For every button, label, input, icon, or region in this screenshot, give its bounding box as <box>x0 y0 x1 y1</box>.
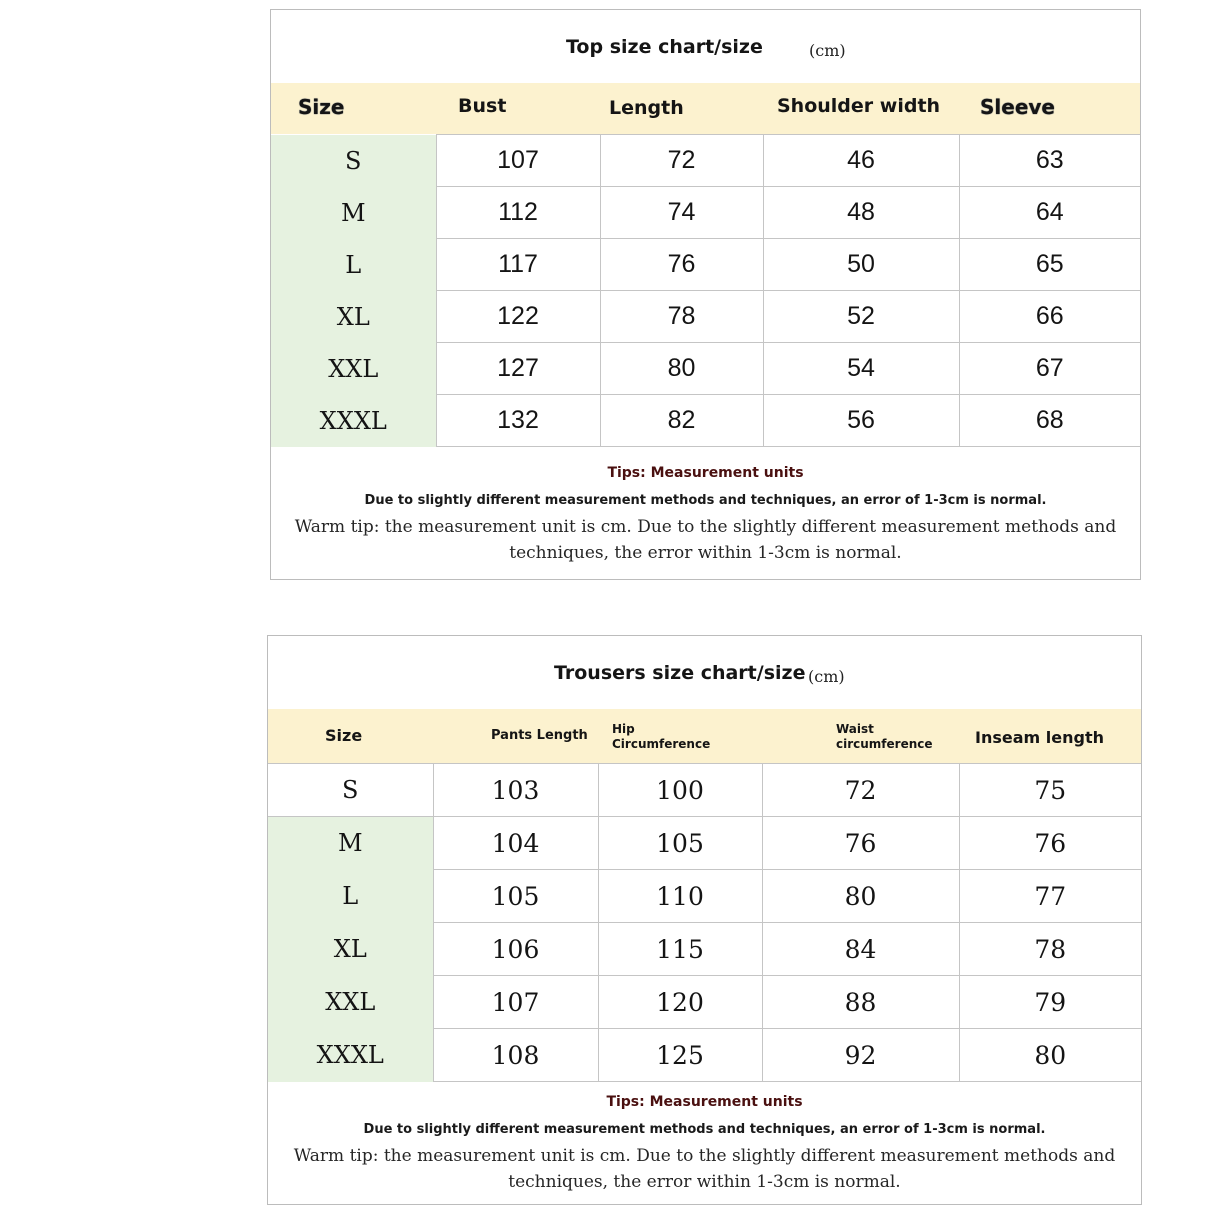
pants-length-value: 104 <box>433 817 598 870</box>
hip-circumference-value: 105 <box>598 817 762 870</box>
tips-subtitle: Due to slightly different measurement methods and techniques, an error of 1-3cm is normal. <box>363 1122 1046 1137</box>
top-header-length: Length <box>609 97 684 119</box>
table-row <box>271 187 1140 239</box>
waist-circumference-value: 88 <box>762 976 959 1029</box>
trousers-header-hip-circumference <box>612 722 710 752</box>
size-label: XXL <box>271 343 436 395</box>
table-row <box>271 395 1140 447</box>
hip-circumference-value: 110 <box>598 870 762 923</box>
trousers-header-waist-circumference <box>836 722 933 752</box>
top-chart-header-row <box>271 83 1140 134</box>
length-value: 76 <box>600 239 763 291</box>
bust-value: 122 <box>436 291 600 343</box>
trousers-size-table <box>268 763 1141 1082</box>
waist-circumference-value: 84 <box>762 923 959 976</box>
inseam-length-value: 79 <box>959 976 1141 1029</box>
size-label: L <box>268 870 433 923</box>
size-label: L <box>271 239 436 291</box>
length-value: 80 <box>600 343 763 395</box>
shoulder-width-value: 46 <box>763 135 959 187</box>
waist-circumference-value: 76 <box>762 817 959 870</box>
hip-circumference-value: 120 <box>598 976 762 1029</box>
shoulder-width-value: 56 <box>763 395 959 447</box>
shoulder-width-value: 48 <box>763 187 959 239</box>
bust-value: 127 <box>436 343 600 395</box>
table-row <box>271 291 1140 343</box>
length-value: 78 <box>600 291 763 343</box>
table-row <box>268 923 1141 976</box>
trousers-chart-tips <box>268 1094 1141 1195</box>
hip-line-1: Hip <box>612 722 635 736</box>
table-row <box>271 135 1140 187</box>
table-row <box>271 239 1140 291</box>
bust-value: 117 <box>436 239 600 291</box>
size-label: XXXL <box>271 395 436 447</box>
trousers-chart-header-row <box>268 709 1141 763</box>
size-label: XL <box>271 291 436 343</box>
table-row <box>268 817 1141 870</box>
bust-value: 107 <box>436 135 600 187</box>
sleeve-value: 65 <box>959 239 1140 291</box>
shoulder-width-value: 54 <box>763 343 959 395</box>
inseam-length-value: 77 <box>959 870 1141 923</box>
length-value: 74 <box>600 187 763 239</box>
waist-line-2: circumference <box>836 737 933 751</box>
inseam-length-value: 78 <box>959 923 1141 976</box>
shoulder-width-value: 52 <box>763 291 959 343</box>
sleeve-value: 64 <box>959 187 1140 239</box>
warm-tip: Warm tip: the measurement unit is cm. Due to the slightly different measurement methods and techniques, the error within 1-3cm is normal. <box>294 517 1117 563</box>
top-chart-title: Top size chart/size <box>566 36 763 58</box>
size-label: S <box>268 764 433 817</box>
pants-length-value: 103 <box>433 764 598 817</box>
waist-circumference-value: 72 <box>762 764 959 817</box>
waist-circumference-value: 80 <box>762 870 959 923</box>
top-chart-tips <box>271 465 1140 566</box>
sleeve-value: 66 <box>959 291 1140 343</box>
trousers-chart-title: Trousers size chart/size <box>554 662 806 684</box>
trousers-header-pants-length: Pants Length <box>491 728 588 743</box>
trousers-size-chart <box>267 635 1142 1205</box>
top-size-chart <box>270 9 1141 580</box>
top-header-size: Size <box>298 95 345 119</box>
hip-circumference-value: 100 <box>598 764 762 817</box>
table-row <box>268 1029 1141 1082</box>
trousers-header-inseam-length: Inseam length <box>975 728 1104 747</box>
tips-subtitle: Due to slightly different measurement methods and techniques, an error of 1-3cm is normal. <box>364 493 1047 508</box>
size-label: XXL <box>268 976 433 1029</box>
tips-title: Tips: Measurement units <box>606 1094 803 1110</box>
table-row <box>271 343 1140 395</box>
top-header-shoulder-width: Shoulder width <box>777 95 941 117</box>
top-chart-unit: (cm) <box>809 41 846 60</box>
top-chart-title-row <box>271 10 1140 83</box>
bust-value: 132 <box>436 395 600 447</box>
shoulder-width-value: 50 <box>763 239 959 291</box>
size-label: S <box>271 135 436 187</box>
tips-title: Tips: Measurement units <box>607 465 804 481</box>
sleeve-value: 67 <box>959 343 1140 395</box>
size-label: M <box>271 187 436 239</box>
sleeve-value: 63 <box>959 135 1140 187</box>
inseam-length-value: 75 <box>959 764 1141 817</box>
size-label: XL <box>268 923 433 976</box>
trousers-chart-unit: (cm) <box>808 667 845 686</box>
table-row <box>268 764 1141 817</box>
table-row <box>268 870 1141 923</box>
length-value: 82 <box>600 395 763 447</box>
pants-length-value: 105 <box>433 870 598 923</box>
inseam-length-value: 80 <box>959 1029 1141 1082</box>
inseam-length-value: 76 <box>959 817 1141 870</box>
pants-length-value: 108 <box>433 1029 598 1082</box>
top-header-bust: Bust <box>458 95 507 117</box>
size-label: M <box>268 817 433 870</box>
hip-line-2: Circumference <box>612 737 711 751</box>
bust-value: 112 <box>436 187 600 239</box>
pants-length-value: 107 <box>433 976 598 1029</box>
trousers-header-size: Size <box>325 726 363 745</box>
trousers-chart-title-row <box>268 636 1141 709</box>
warm-tip: Warm tip: the measurement unit is cm. Due to the slightly different measurement methods and techniques, the error within 1-3cm is normal. <box>293 1146 1116 1192</box>
top-header-sleeve: Sleeve <box>980 95 1055 119</box>
waist-circumference-value: 92 <box>762 1029 959 1082</box>
top-size-table <box>271 134 1140 447</box>
hip-circumference-value: 115 <box>598 923 762 976</box>
pants-length-value: 106 <box>433 923 598 976</box>
sleeve-value: 68 <box>959 395 1140 447</box>
hip-circumference-value: 125 <box>598 1029 762 1082</box>
table-row <box>268 976 1141 1029</box>
length-value: 72 <box>600 135 763 187</box>
waist-line-1: Waist <box>836 722 874 736</box>
size-label: XXXL <box>268 1029 433 1082</box>
